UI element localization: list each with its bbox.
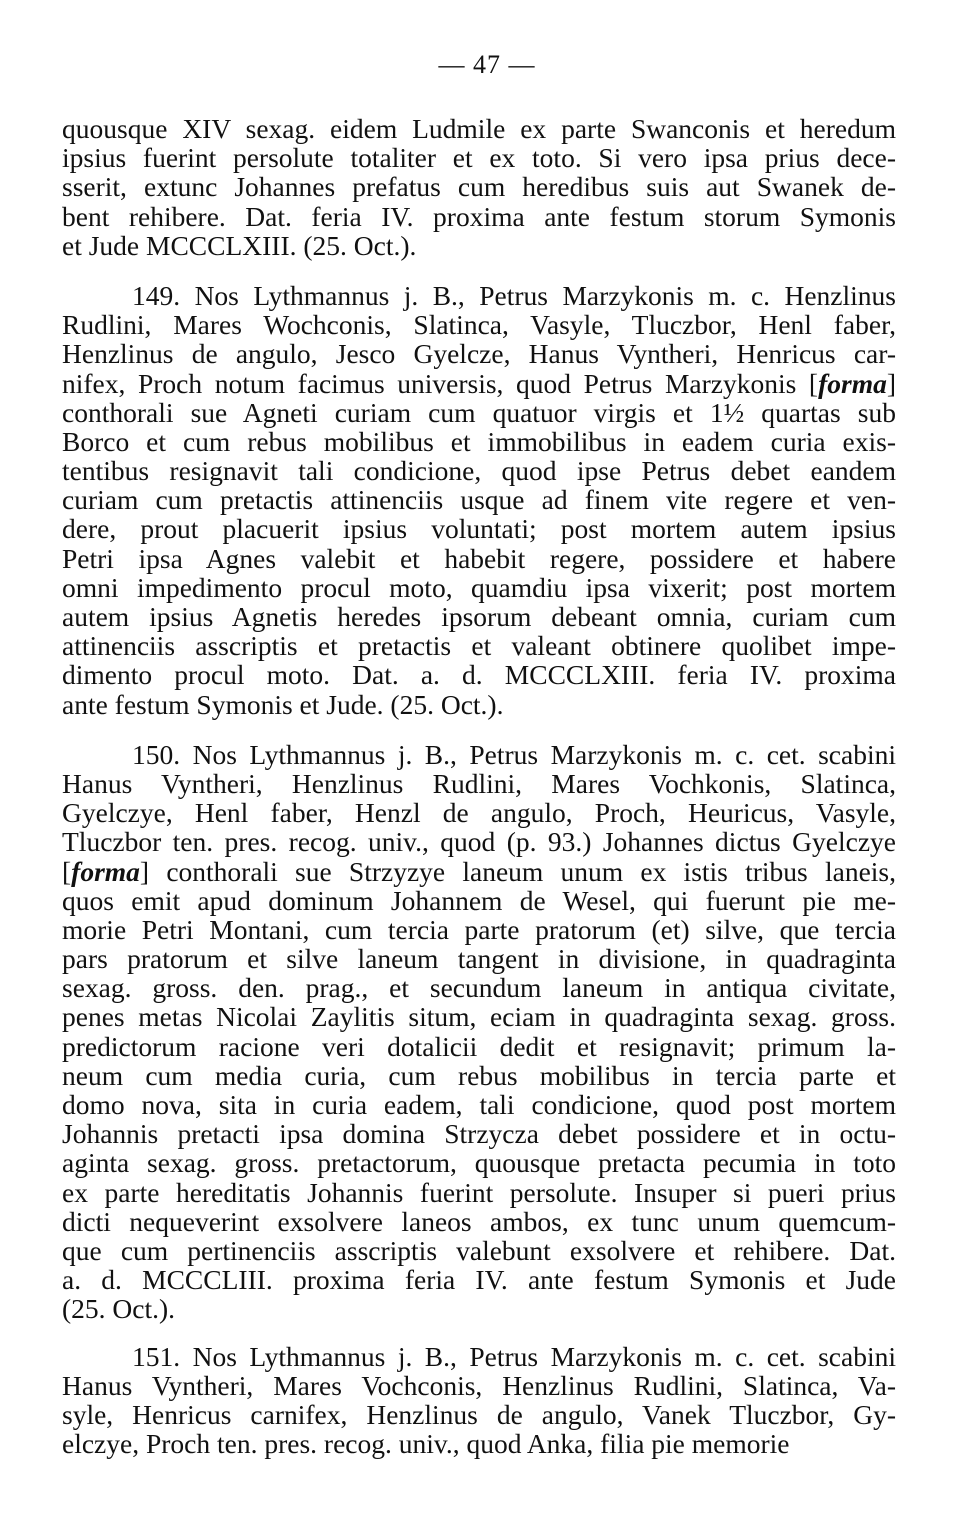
text-line: 150. Nos Lythmannus j. B., Petrus Marzykonis m. c. cet. scabini xyxy=(132,738,896,770)
text-line: Hanus Vyntheri, Mares Vochconis, Henzlinus Rudlini, Slatinca, Va- xyxy=(62,1369,896,1401)
text-line: Johannis pretacti ipsa domina Strzycza debet possidere et in octu- xyxy=(62,1118,896,1150)
text-line: et Jude MCCCLXIII. (25. Oct.). xyxy=(62,229,417,261)
text-line: pars pratorum et silve laneum tangent in divisione, in quadraginta xyxy=(62,943,896,975)
text-line: ipsius fuerint persolute totaliter et ex toto. Si vero ipsa prius dece- xyxy=(62,142,896,174)
text-line: 149. Nos Lythmannus j. B., Petrus Marzykonis m. c. Henzlinus xyxy=(132,279,896,311)
text-line: bent rehibere. Dat. feria IV. proxima ante festum storum Symonis xyxy=(62,200,896,232)
text-line: (25. Oct.). xyxy=(62,1293,176,1325)
text-line: Tluczbor ten. pres. recog. univ., quod (p. 93.) Johannes dictus Gyelczye xyxy=(62,826,896,858)
text-line: dimento procul moto. Dat. a. d. MCCCLXIII. feria IV. proxima xyxy=(62,659,896,691)
document-page xyxy=(62,50,896,1458)
text-line: aginta sexag. gross. pretactorum, quousque pretacta pecumia in toto xyxy=(62,1147,896,1179)
text-line: ante festum Symonis et Jude. (25. Oct.). xyxy=(62,688,504,720)
text-line: ex parte hereditatis Johannis fuerint persolute. Insuper si pueri prius xyxy=(62,1176,896,1208)
text-line: a. d. MCCCLIII. proxima feria IV. ante festum Symonis et Jude xyxy=(62,1264,896,1296)
text-line: que cum pertinenciis asscriptis valebunt exsolvere et rehibere. Dat. xyxy=(62,1234,896,1266)
text-line: autem ipsius Agnetis heredes ipsorum debeant omnia, curiam cum xyxy=(62,601,896,632)
text-line: elczye, Proch ten. pres. recog. univ., quod Anka, filia pie memorie xyxy=(62,1428,790,1460)
text-line: Rudlini, Mares Wochconis, Slatinca, Vasyle, Tluczbor, Henl faber, xyxy=(62,309,896,341)
text-line: sserit, extunc Johannes prefatus cum heredibus suis aut Swanek de- xyxy=(62,171,896,203)
text-line: domo nova, sita in curia eadem, tali condicione, quod post mortem xyxy=(62,1089,896,1120)
text-line: omni impedimento procul moto, quamdiu ipsa vixerit; post mortem xyxy=(62,571,896,603)
paragraph-entry-151 xyxy=(62,1342,896,1459)
text-line: dere, prout placuerit ipsius voluntati; post mortem autem ipsius xyxy=(62,513,896,545)
text-line: Henzlinus de angulo, Jesco Gyelcze, Hanus Vyntheri, Henricus car- xyxy=(62,338,896,370)
text-line: nifex, Proch notum facimus universis, quod Petrus Marzykonis [forma] xyxy=(62,367,896,399)
text-line: neum cum media curia, cum rebus mobilibus in tercia parte et xyxy=(62,1059,896,1091)
text-line: predictorum racione veri dotalicii dedit et resignavit; primum la- xyxy=(62,1030,896,1062)
paragraph-continuation xyxy=(62,114,896,260)
text-line: quousque XIV sexag. eidem Ludmile ex parte Swanconis et heredum xyxy=(62,113,896,144)
paragraph-entry-149 xyxy=(62,281,896,719)
text-line: penes metas Nicolai Zaylitis situm, eciam in quadraginta sexag. gross. xyxy=(62,1001,896,1033)
text-line: tentibus resignavit tali condicione, quod ipse Petrus debet eandem xyxy=(62,455,896,487)
text-line: 151. Nos Lythmannus j. B., Petrus Marzykonis m. c. cet. scabini xyxy=(132,1340,896,1372)
text-line: attinenciis asscriptis et pretactis et valeant obtinere quolibet impe- xyxy=(62,630,896,662)
text-line: Hanus Vyntheri, Henzlinus Rudlini, Mares Vochkonis, Slatinca, xyxy=(62,767,896,799)
text-line: Petri ipsa Agnes valebit et habebit regere, possidere et habere xyxy=(62,542,896,574)
text-line: morie Petri Montani, cum tercia parte pratorum (et) silve, que tercia xyxy=(62,913,896,945)
text-line: Gyelczye, Henl faber, Henzl de angulo, Proch, Heuricus, Vasyle, xyxy=(62,797,896,829)
text-line: conthorali sue Agneti curiam cum quatuor virgis et 1½ quartas sub xyxy=(62,396,896,428)
text-line: dicti nequeverint exsolvere laneos ambos, ex tunc unum quemcum- xyxy=(62,1205,896,1237)
text-line: syle, Henricus carnifex, Henzlinus de angulo, Vanek Tluczbor, Gy- xyxy=(62,1398,896,1430)
text-line: curiam cum pretactis attinenciis usque ad finem vite regere et ven- xyxy=(62,484,896,516)
text-line: sexag. gross. den. prag., et secundum laneum in antiqua civitate, xyxy=(62,972,896,1004)
text-line: [forma] conthorali sue Strzyzye laneum unum ex istis tribus laneis, xyxy=(62,855,896,887)
paragraph-entry-150 xyxy=(62,740,896,1324)
text-line: Borco et cum rebus mobilibus et immobilibus in eadem curia exis- xyxy=(62,425,896,457)
text-line: quos emit apud dominum Johannem de Wesel, qui fuerunt pie me- xyxy=(62,884,896,916)
page-number: — 47 — xyxy=(438,50,536,79)
